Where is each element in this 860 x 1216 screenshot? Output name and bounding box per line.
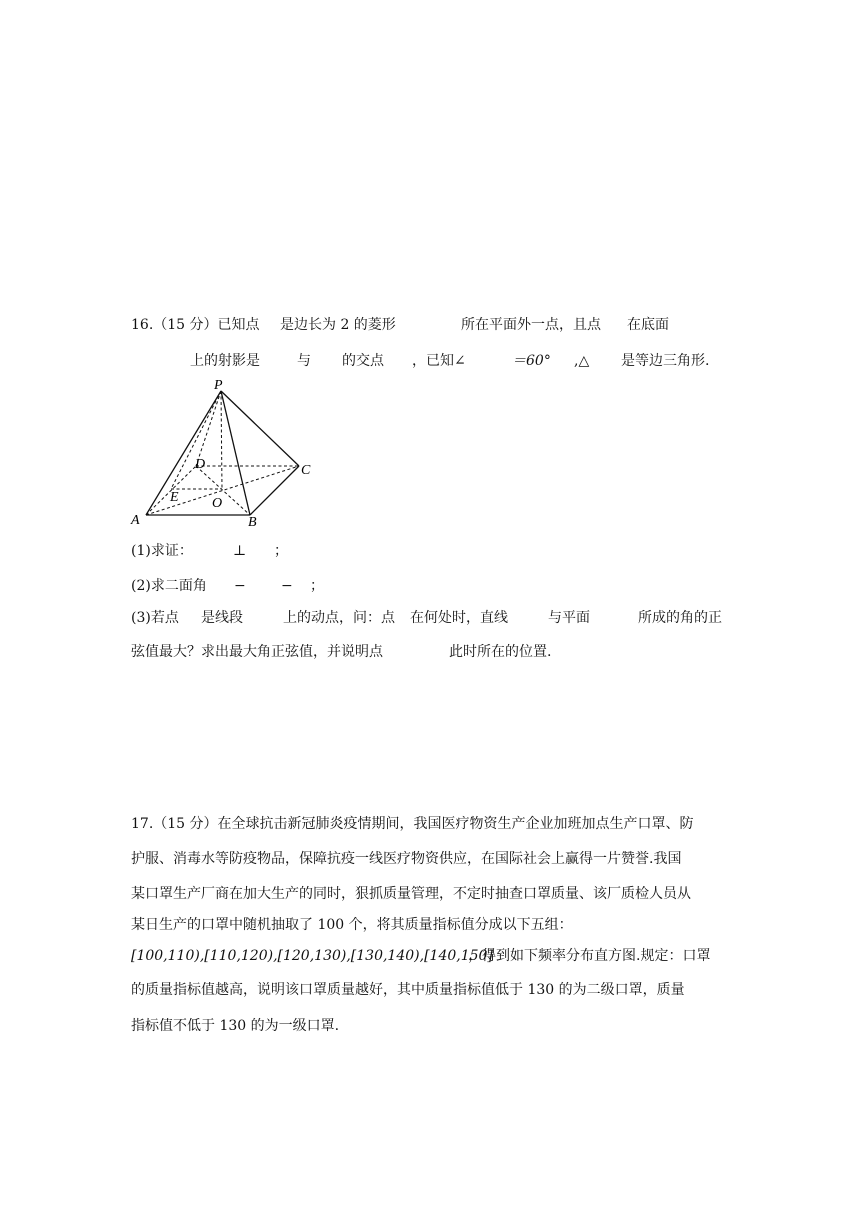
- problem-17-line-6: 的质量指标值越高，说明该口罩质量越好，其中质量指标值低于 130 的为二级口罩，质量: [131, 982, 685, 998]
- problem-17-line-3: 某口罩生产厂商在加大生产的同时，狠抓质量管理，不定时抽查口罩质量、该厂质检人员从: [131, 886, 691, 902]
- interval-groups: [100,110),[110,120),[120,130),[130,140),[140,150]: [131, 948, 493, 964]
- label-b: B: [248, 515, 257, 528]
- problem-17-line-1: 17.（15 分）在全球抗击新冠肺炎疫情期间，我国医疗物资生产企业加班加点生产口罩、防: [131, 816, 694, 832]
- problem-17-line-2: 护服、消毒水等防疫物品，保障抗疫一线医疗物资供应，在国际社会上赢得一片赞誉.我国: [131, 851, 682, 867]
- label-p: P: [214, 378, 223, 393]
- label-a: A: [131, 513, 140, 528]
- problem-17-line-7: 指标值不低于 130 的为一级口罩.: [131, 1018, 340, 1034]
- label-e: E: [170, 490, 179, 505]
- problem-17-line-4: 某日生产的口罩中随机抽取了 100 个，将其质量指标值分成以下五组：: [131, 917, 573, 933]
- label-c: C: [301, 463, 311, 478]
- pyramid-figure: [128, 376, 328, 528]
- label-o: O: [212, 496, 223, 511]
- label-d: D: [195, 457, 206, 472]
